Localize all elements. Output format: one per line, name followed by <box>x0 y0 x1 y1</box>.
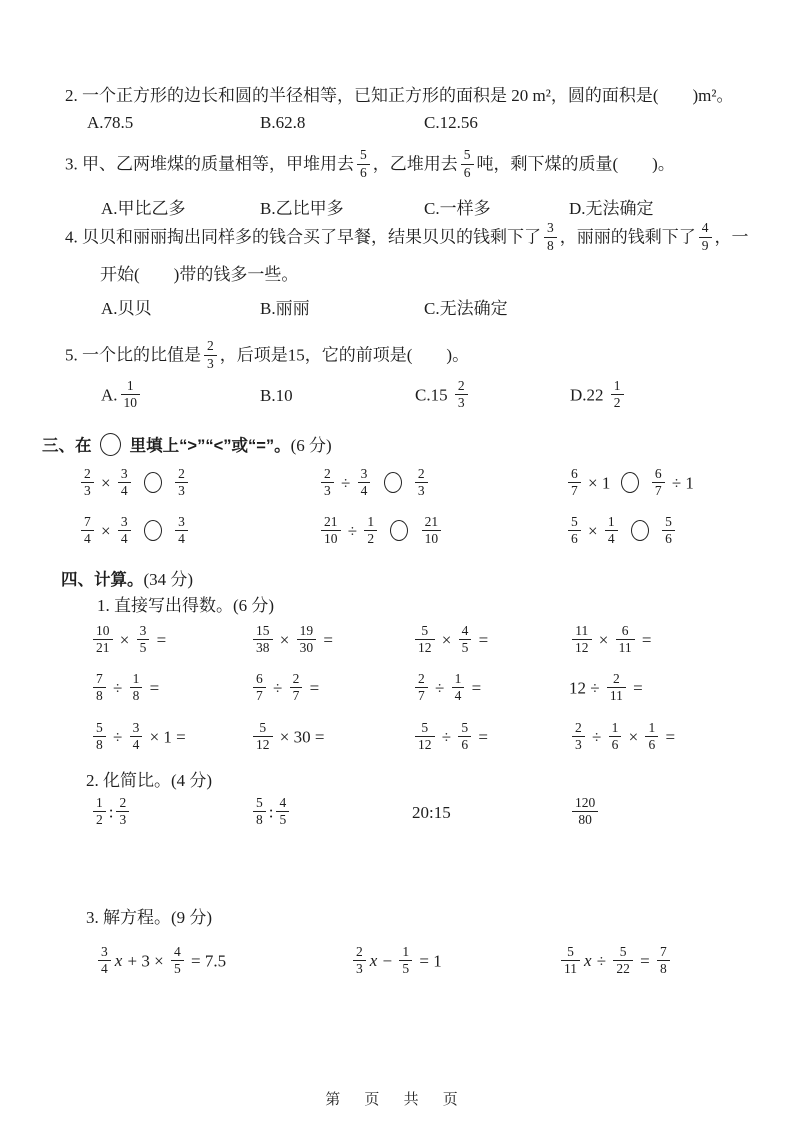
calc-row-3 <box>90 719 675 757</box>
fraction: $\frac{2}{11}$ <box>607 671 626 704</box>
answer-circle <box>390 520 408 541</box>
comparison-row-2 <box>78 513 678 551</box>
ratio-item: $\frac{5}{8}$ : $\frac{4}{5}$ <box>250 797 412 830</box>
fraction: $\frac{3}{5}$ <box>137 623 150 656</box>
question-4-options <box>101 294 508 319</box>
option-d: D.无法确定 <box>569 199 654 218</box>
fraction: $\frac{5}{6}$ <box>461 147 474 180</box>
fraction: $\frac{5}{22}$ <box>613 944 633 977</box>
fraction: $\frac{5}{8}$ <box>253 795 266 828</box>
fraction: $\frac{1}{2}$ <box>364 514 377 547</box>
comparison-item: $\frac{2}{3}$ × $\frac{3}{4}$ $\frac{2}{3}$ <box>78 468 318 501</box>
comparison-item: $\frac{21}{10}$ ÷ $\frac{1}{2}$ $\frac{21}{10}$ <box>318 516 565 549</box>
comparison-row-1 <box>78 465 694 503</box>
fraction: $\frac{7}{8}$ <box>657 944 670 977</box>
calc-row-1 <box>90 622 651 660</box>
fraction: $\frac{3}{4}$ <box>98 944 111 977</box>
calc-item: $\frac{5}{12}$ ÷ $\frac{5}{6}$ = <box>412 722 569 755</box>
fraction: $\frac{2}{3}$ <box>204 338 217 371</box>
calc-item: $\frac{10}{21}$ × $\frac{3}{5}$ = <box>90 625 250 658</box>
question-4-text-line1: 4. 贝贝和丽丽掏出同样多的钱合买了早餐，结果贝贝的钱剩下了 $\frac{3}{8}$ ，丽丽的钱剩下了 $\frac{4}{9}$ ，一 <box>65 220 749 253</box>
fraction: $\frac{1}{6}$ <box>645 720 658 753</box>
question-2-text: 2. 一个正方形的边长和圆的半径相等，已知正方形的面积是 20 m²，圆的面积是( )m²。 <box>65 86 734 105</box>
section-4-sub3-title: 3. 解方程。(9 分) <box>86 908 213 927</box>
fraction: $\frac{3}{8}$ <box>544 220 557 253</box>
option-a: A.贝贝 <box>101 299 152 318</box>
fraction: $\frac{6}{7}$ <box>568 466 581 499</box>
option-a: A. $\frac{1}{10}$ <box>101 380 260 413</box>
comparison-item: $\frac{7}{4}$ × $\frac{3}{4}$ $\frac{3}{4}$ <box>78 516 318 549</box>
fraction: $\frac{1}{4}$ <box>605 514 618 547</box>
calc-row-2 <box>90 670 643 708</box>
section-4-title: 四、计算。 <box>61 571 144 589</box>
option-b: B.62.8 <box>260 113 306 132</box>
option-b: B.丽丽 <box>260 299 310 318</box>
option-d: D.22 $\frac{1}{2}$ <box>570 380 627 413</box>
fraction: $\frac{19}{30}$ <box>297 623 317 656</box>
fraction: $\frac{6}{7}$ <box>253 671 266 704</box>
answer-circle <box>384 472 402 493</box>
question-4-text-line2: 开始( )带的钱多一些。 <box>100 265 299 284</box>
calc-item: $\frac{7}{8}$ ÷ $\frac{1}{8}$ = <box>90 673 250 706</box>
variable-x: x <box>369 950 378 970</box>
option-c: C.15 $\frac{2}{3}$ <box>415 380 570 413</box>
fraction: $\frac{3}{4}$ <box>118 514 131 547</box>
page-footer: 第 页 共 页 <box>325 1091 468 1108</box>
variable-x: x <box>584 950 592 970</box>
fraction: $\frac{6}{11}$ <box>616 623 635 656</box>
answer-circle <box>621 472 639 493</box>
fraction: $\frac{1}{5}$ <box>399 944 412 977</box>
section-4-sub2-title: 2. 化简比。(4 分) <box>86 771 213 790</box>
calc-item: $\frac{2}{7}$ ÷ $\frac{1}{4}$ = <box>412 673 569 706</box>
option-c: C.12.56 <box>424 113 478 132</box>
fraction: $\frac{4}{9}$ <box>699 220 712 253</box>
option-a: A.78.5 <box>87 113 134 132</box>
fraction: $\frac{2}{7}$ <box>290 671 303 704</box>
fraction: $\frac{5}{8}$ <box>93 720 106 753</box>
fraction: $\frac{7}{4}$ <box>81 514 94 547</box>
question-5-text: 5. 一个比的比值是 $\frac{2}{3}$ ，后项是15，它的前项是( )。 <box>65 338 470 371</box>
fraction: $\frac{1}{4}$ <box>452 671 465 704</box>
fraction: $\frac{1}{10}$ <box>121 378 141 411</box>
calc-item: $\frac{2}{3}$ ÷ $\frac{1}{6}$ × $\frac{1}{6}$ = <box>569 722 675 755</box>
fraction: $\frac{5}{6}$ <box>458 720 471 753</box>
fraction: $\frac{2}{3}$ <box>415 466 428 499</box>
option-b: B.10 <box>260 386 293 405</box>
fraction: $\frac{7}{8}$ <box>93 671 106 704</box>
calc-item: $\frac{11}{12}$ × $\frac{6}{11}$ = <box>569 625 651 658</box>
fraction: $\frac{5}{12}$ <box>415 720 435 753</box>
question-5-options <box>101 377 627 415</box>
equation-item: $\frac{5}{11}$ x ÷ $\frac{5}{22}$ = $\frac{7}{8}$ <box>558 946 673 979</box>
fraction: $\frac{1}{8}$ <box>130 671 143 704</box>
equation-item: $\frac{3}{4}$ x + 3 × $\frac{4}{5}$ = 7.5 <box>95 946 350 979</box>
answer-circle <box>144 520 162 541</box>
question-3-text: 3. 甲、乙两堆煤的质量相等，甲堆用去 $\frac{5}{6}$ ，乙堆用去 $\frac{5}{6}$ 吨，剩下煤的质量( )。 <box>65 147 675 180</box>
fraction: $\frac{3}{4}$ <box>358 466 371 499</box>
equation-item: $\frac{2}{3}$ x − $\frac{1}{5}$ = 1 <box>350 946 558 979</box>
fraction: $\frac{1}{2}$ <box>611 378 624 411</box>
fraction: $\frac{1}{6}$ <box>609 720 622 753</box>
calc-item: 12 ÷ $\frac{2}{11}$ = <box>569 670 643 703</box>
calc-item: $\frac{5}{12}$ × $\frac{4}{5}$ = <box>412 625 569 658</box>
fraction: $\frac{3}{4}$ <box>130 720 143 753</box>
fraction: $\frac{120}{80}$ <box>572 795 598 828</box>
fraction: $\frac{2}{7}$ <box>415 671 428 704</box>
ratio-item: $\frac{1}{2}$ : $\frac{2}{3}$ <box>90 797 250 830</box>
fraction: $\frac{11}{12}$ <box>572 623 592 656</box>
fraction: $\frac{21}{10}$ <box>321 514 341 547</box>
fraction: $\frac{2}{3}$ <box>572 720 585 753</box>
fraction: $\frac{3}{4}$ <box>118 466 131 499</box>
fraction: $\frac{5}{12}$ <box>253 720 273 753</box>
fraction: $\frac{5}{6}$ <box>357 147 370 180</box>
option-a: A.甲比乙多 <box>101 199 186 218</box>
fraction: $\frac{1}{2}$ <box>93 795 106 828</box>
answer-circle <box>631 520 649 541</box>
simplify-ratio-row <box>90 794 601 832</box>
ratio-item <box>569 794 601 830</box>
calc-item: $\frac{15}{38}$ × $\frac{19}{30}$ = <box>250 625 412 658</box>
variable-x: x <box>114 950 123 970</box>
option-c: C.一样多 <box>424 199 491 218</box>
section-3-score: (6 分) <box>290 436 332 455</box>
section-3-title: 三、在 里填上“>”“<”或“=”。 <box>42 437 291 455</box>
fraction: $\frac{2}{3}$ <box>353 944 366 977</box>
fraction: $\frac{15}{38}$ <box>253 623 273 656</box>
fraction: $\frac{3}{4}$ <box>175 514 188 547</box>
comparison-item: $\frac{5}{6}$ × $\frac{1}{4}$ $\frac{5}{6}$ <box>565 516 678 549</box>
calc-item: $\frac{6}{7}$ ÷ $\frac{2}{7}$ = <box>250 673 412 706</box>
fraction: $\frac{5}{11}$ <box>561 944 580 977</box>
fraction: $\frac{5}{6}$ <box>662 514 675 547</box>
fraction: $\frac{4}{5}$ <box>171 944 184 977</box>
fraction: $\frac{2}{3}$ <box>81 466 94 499</box>
fraction: $\frac{2}{3}$ <box>116 795 129 828</box>
question-2-options <box>87 113 478 133</box>
fraction: $\frac{2}{3}$ <box>175 466 188 499</box>
fraction: $\frac{4}{5}$ <box>459 623 472 656</box>
ratio-item: 20:15 <box>412 803 451 822</box>
comparison-item: $\frac{2}{3}$ ÷ $\frac{3}{4}$ $\frac{2}{3}$ <box>318 468 565 501</box>
fraction: $\frac{2}{3}$ <box>455 378 468 411</box>
answer-circle <box>100 433 121 456</box>
equation-row <box>95 943 673 981</box>
fraction: $\frac{21}{10}$ <box>422 514 442 547</box>
calc-item: $\frac{5}{8}$ ÷ $\frac{3}{4}$ × 1 = <box>90 722 250 755</box>
comparison-item: $\frac{6}{7}$ × 1 $\frac{6}{7}$ ÷ 1 <box>565 468 694 501</box>
calc-item: $\frac{5}{12}$ × 30 = <box>250 722 412 755</box>
fraction: $\frac{10}{21}$ <box>93 623 113 656</box>
option-b: B.乙比甲多 <box>260 199 344 218</box>
fraction: $\frac{5}{6}$ <box>568 514 581 547</box>
fraction: $\frac{2}{3}$ <box>321 466 334 499</box>
fraction: $\frac{5}{12}$ <box>415 623 435 656</box>
fraction: $\frac{4}{5}$ <box>276 795 289 828</box>
section-4-sub1-title: 1. 直接写出得数。(6 分) <box>97 596 275 615</box>
option-c: C.无法确定 <box>424 299 508 318</box>
question-3-options <box>101 194 654 219</box>
section-4-score: (34 分) <box>143 570 194 589</box>
section-4-header <box>61 565 193 590</box>
answer-circle <box>144 472 162 493</box>
fraction: $\frac{6}{7}$ <box>652 466 665 499</box>
section-3-header <box>42 431 332 458</box>
